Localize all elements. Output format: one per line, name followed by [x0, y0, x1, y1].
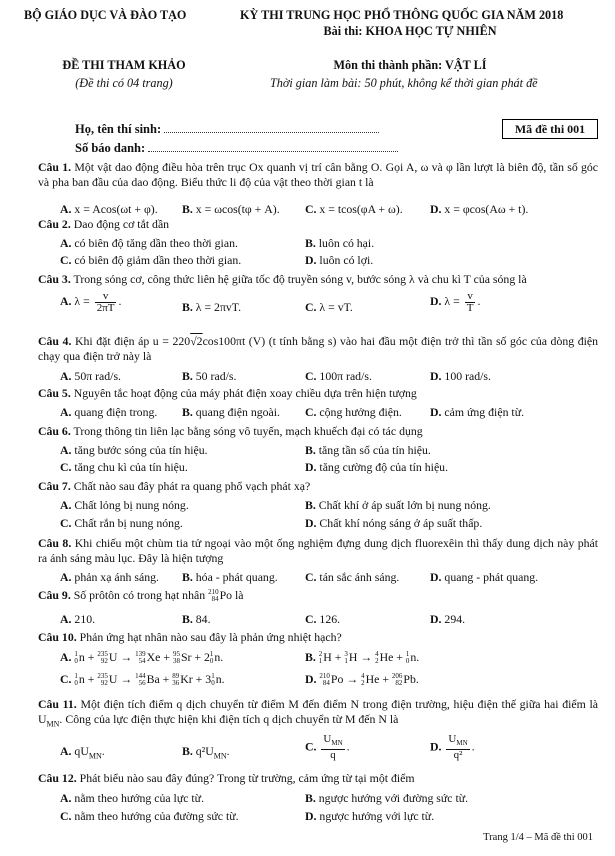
q5-option-b[interactable]: B. quang điện ngoài. — [182, 405, 280, 419]
question-9: Câu 9. Số prôtôn có trong hạt nhân 210 84 Po là — [38, 588, 244, 604]
q3-d-fraction: $\frac{v}{T}$ — [466, 290, 474, 314]
q10-option-b[interactable]: B. 2 1 H + 3 1 H → 4 2 He + 1 0 n. — [305, 650, 420, 666]
q10-option-d[interactable]: D. 210 84 Po → 4 2 He + 206 82 Pb. — [305, 672, 419, 688]
q7-option-d[interactable]: D. Chất khí nóng sáng ở áp suất thấp. — [305, 516, 483, 530]
q4-option-c[interactable]: C. 100π rad/s. — [305, 369, 372, 383]
q9-nuclide-numbers: 210 84 — [208, 588, 219, 604]
q6-option-c[interactable]: C. tăng chu kì của tín hiệu. — [60, 460, 188, 474]
q2-option-b[interactable]: B. luôn có hại. — [305, 236, 375, 250]
q5-option-a[interactable]: A. quang điện trong. — [60, 405, 158, 419]
question-2: Câu 2. Dao động cơ tắt dần — [38, 217, 170, 231]
question-11: Câu 11. Một điện tích điểm q dịch chuyển từ điểm M đến điểm N trong điện trường, hiệu điện thế giữa hai điểm là $U_{MN}$. Công của lực điện thực hiện khi điện tích q dịch chuyển từ M đến N là — [38, 697, 599, 728]
q3-option-a[interactable]: A. λ = $\frac{v}{2\pi T}$ . — [60, 290, 122, 314]
student-id-row — [75, 141, 398, 156]
q3-option-d[interactable]: D. λ = $\frac{v}{T}$ . — [430, 290, 481, 314]
q7-option-c[interactable]: C. Chất rắn bị nung nóng. — [60, 516, 183, 530]
q3-option-b[interactable]: B. λ = 2πvT. — [182, 300, 242, 314]
question-6: Câu 6. Trong thông tin liên lạc bằng sóng vô tuyến, mạch khuếch đại có tác dụng — [38, 424, 423, 438]
q5-option-c[interactable]: C. cộng hưởng điện. — [305, 405, 402, 419]
q4-option-d[interactable]: D. 100 rad/s. — [430, 369, 491, 383]
q11-option-a[interactable]: A. $qU_{MN}$. — [60, 744, 105, 761]
component-line: Môn thi thành phần: VẬT LÍ — [333, 58, 487, 72]
q2-option-c[interactable]: C. có biên độ giảm dần theo thời gian. — [60, 253, 242, 267]
doc-type: ĐỀ THI THAM KHẢO — [62, 58, 186, 72]
q6-option-d[interactable]: D. tăng cường độ của tín hiệu. — [305, 460, 449, 474]
q6-option-b[interactable]: B. tăng tần số của tín hiệu. — [305, 443, 431, 457]
question-10: Câu 10. Phản ứng hạt nhân nào sau đây là phản ứng nhiệt hạch? — [38, 630, 342, 644]
subject-line: Bài thi: KHOA HỌC TỰ NHIÊN — [323, 24, 497, 38]
q8-option-c[interactable]: C. tán sắc ánh sáng. — [305, 570, 400, 584]
q9-option-a[interactable]: A. 210. — [60, 612, 96, 626]
question-7: Câu 7. Chất nào sau đây phát ra quang phổ vạch phát xạ? — [38, 479, 311, 493]
q1-option-b[interactable]: B. x = ωcos(tφ + A). — [182, 202, 280, 216]
q9-option-b[interactable]: B. 84. — [182, 612, 211, 626]
q9-option-d[interactable]: D. 294. — [430, 612, 466, 626]
student-name-row — [75, 122, 379, 137]
name-label: Họ, tên thí sinh: — [75, 122, 162, 136]
q2-option-a[interactable]: A. có biên độ tăng dần theo thời gian. — [60, 236, 238, 250]
question-8: Câu 8. Khi chiếu một chùm tia tử ngoại vào một ống nghiệm đựng dung dịch fluorexêin thì thấy dung dịch này phát ra ánh sáng màu lục. Đây là hiện tượng — [38, 536, 599, 565]
q4-option-b[interactable]: B. 50 rad/s. — [182, 369, 237, 383]
page-count-note: (Đề thi có 04 trang) — [75, 76, 173, 90]
question-4: Câu 4. Khi đặt điện áp u = 220√2cos100πt (V) (t tính bằng s) vào hai đầu một điện trở thì tần số góc của dòng điện chạy qua điện trở này là — [38, 334, 599, 363]
id-label: Số báo danh: — [75, 141, 146, 155]
q1-option-c[interactable]: C. x = tcos(φA + ω). — [305, 202, 403, 216]
q12-option-a[interactable]: A. nằm theo hướng của lực từ. — [60, 791, 205, 805]
q4-option-a[interactable]: A. 50π rad/s. — [60, 369, 122, 383]
question-3: Câu 3. Trong sóng cơ, công thức liên hệ giữa tốc độ truyền sóng v, bước sóng λ và chu kì T của sóng là — [38, 272, 527, 286]
q11-option-c[interactable]: C. $\frac{U_{MN}}{q}$ . — [305, 733, 350, 762]
q6-option-a[interactable]: A. tăng bước sóng của tín hiệu. — [60, 443, 208, 457]
q12-option-b[interactable]: B. ngược hướng với đường sức từ. — [305, 791, 469, 805]
q8-option-b[interactable]: B. hóa - phát quang. — [182, 570, 278, 584]
q7-option-a[interactable]: A. Chất lỏng bị nung nóng. — [60, 498, 189, 512]
q10-option-c[interactable]: C. 1 0 n + 235 92 U → 144 56 Ba + 89 36 Kr + 3 1 0 n. — [60, 672, 225, 688]
q2-option-d[interactable]: D. luôn có lợi. — [305, 253, 374, 267]
q8-option-d[interactable]: D. quang - phát quang. — [430, 570, 539, 584]
q3-option-c[interactable]: C. λ = vT. — [305, 300, 353, 314]
q7-option-b[interactable]: B. Chất khí ở áp suất lớn bị nung nóng. — [305, 498, 491, 512]
question-5: Câu 5. Nguyên tắc hoạt động của máy phát điện xoay chiều dựa trên hiện tượng — [38, 386, 417, 400]
q8-option-a[interactable]: A. phản xạ ánh sáng. — [60, 570, 159, 584]
q5-option-d[interactable]: D. cảm ứng điện từ. — [430, 405, 525, 419]
id-field[interactable] — [148, 141, 398, 152]
ministry-name: BỘ GIÁO DỤC VÀ ĐÀO TẠO — [24, 8, 187, 22]
q10-option-a[interactable]: A. 1 0 n + 235 92 U → 139 54 Xe + 95 38 Sr + 2 1 0 n. — [60, 650, 224, 666]
time-note: Thời gian làm bài: 50 phút, không kể thời gian phát đề — [270, 76, 538, 90]
q1-option-d[interactable]: D. x = φcos(Aω + t). — [430, 202, 529, 216]
question-1: Câu 1. Một vật dao động điều hòa trên trục Ox quanh vị trí cân bằng O. Gọi A, ω và φ lần lượt là biên độ, tần số góc và pha ban đầu của dao động. Biểu thức li độ của vật theo thời gian t là — [38, 160, 599, 189]
q11-option-b[interactable]: B. $q^2U_{MN}$. — [182, 744, 230, 761]
exam-title: KỲ THI TRUNG HỌC PHỔ THÔNG QUỐC GIA NĂM 2018 — [240, 8, 564, 22]
exam-code-box: Mã đề thi 001 — [502, 119, 598, 139]
q11-option-d[interactable]: D. $\frac{U_{MN}}{\text{q²}}$ . — [430, 733, 475, 762]
question-12: Câu 12. Phát biểu nào sau đây đúng? Trong từ trường, cảm ứng từ tại một điểm — [38, 771, 415, 785]
q9-option-c[interactable]: C. 126. — [305, 612, 341, 626]
name-field[interactable] — [164, 122, 379, 133]
q12-option-d[interactable]: D. ngược hướng với lực từ. — [305, 809, 435, 823]
q12-option-c[interactable]: C. nằm theo hướng của đường sức từ. — [60, 809, 239, 823]
q1-option-a[interactable]: A. x = Acos(ωt + φ). — [60, 202, 158, 216]
page-footer: Trang 1/4 – Mã đề thi 001 — [483, 832, 593, 843]
q3-a-fraction: $\frac{v}{2\pi T}$ — [96, 290, 115, 314]
